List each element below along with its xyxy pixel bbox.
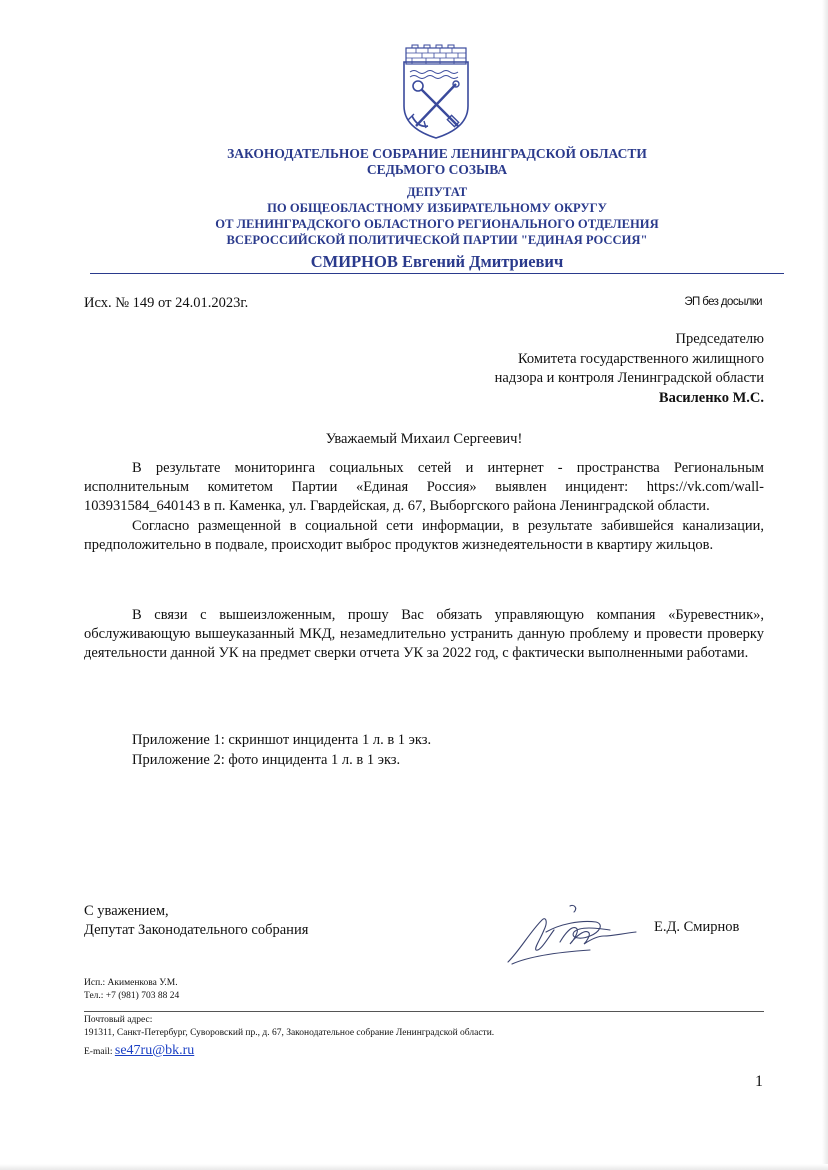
page-number: 1 — [755, 1073, 763, 1090]
email-link[interactable]: se47ru@bk.ru — [114, 1043, 195, 1058]
email-label: E-mail: — [84, 1047, 113, 1057]
letterhead-subtitle — [90, 184, 784, 248]
attachments-list — [132, 731, 431, 770]
page-edge-right — [822, 0, 828, 1170]
handwritten-signature — [500, 902, 650, 968]
executor-block — [84, 977, 179, 1002]
deputy-name: СМИРНОВ Евгений Дмитриевич — [310, 252, 564, 271]
page-edge-bottom — [0, 1164, 828, 1170]
outgoing-number: Исх. № 149 от 24.01.2023г. — [84, 295, 249, 311]
addressee-line-2: Комитета государственного жилищного — [517, 350, 764, 367]
paragraph-request: В связи с вышеизложенным, прошу Вас обязать управляющую компания «Буревестник», обслуживающую вышеуказанный МКД, незамедлительно устранить данную проблему и провести проверку деятельности данной УК на предмет сверки отчета УК за 2022 год, с фактически выполненными работами. — [84, 607, 764, 662]
letterhead-line-2: СЕДЬМОГО СОЗЫВА — [366, 162, 508, 177]
postal-address: 191311, Санкт-Петербург, Суворовский пр., д. 67, Законодательное собрание Ленинградской области. — [84, 1027, 495, 1038]
attachment-item: Приложение 2: фото инцидента 1 л. в 1 экз. — [132, 751, 401, 768]
paragraph-details: Согласно размещенной в социальной сети информации, в результате забившейся канализации, предположительно в подвале, происходит выброс продуктов жизнедеятельности в квартиру жильцов. — [84, 517, 764, 553]
leningrad-oblast-coat-of-arms-icon — [398, 44, 474, 140]
postal-block — [84, 1014, 494, 1039]
letterhead-line-3: ДЕПУТАТ — [406, 185, 468, 199]
postal-label: Почтовый адрес: — [84, 1015, 153, 1025]
paragraph-incident: В результате мониторинга социальных сетей и интернет - пространства Региональным исполнительным комитетом Партии «Единая Россия» выявлен инцидент: https://vk.com/wall-103931584_640143 в п. Каменка, ул. Гвардейская, д. 67, Выборгского района Ленинградской области. — [84, 460, 764, 515]
letterhead-line-4: ПО ОБЩЕОБЛАСТНОМУ ИЗБИРАТЕЛЬНОМУ ОКРУГУ — [267, 201, 607, 215]
attachment-item: Приложение 1: скриншот инцидента 1 л. в 1 экз. — [132, 732, 432, 748]
addressee-name: Василенко М.С. — [658, 389, 764, 406]
email-block — [84, 1043, 194, 1059]
letterhead-line-6: ВСЕРОССИЙСКОЙ ПОЛИТИЧЕСКОЙ ПАРТИИ "ЕДИНАЯ РОССИЯ" — [226, 233, 648, 247]
closing-block — [84, 902, 308, 940]
closing-regards: С уважением, — [84, 903, 169, 919]
addressee-line-1: Председателю — [675, 331, 764, 347]
greeting: Уважаемый Михаил Сергеевич! — [325, 431, 523, 447]
addressee-block — [495, 330, 764, 408]
closing-position: Депутат Законодательного собрания — [84, 922, 309, 938]
addressee-line-3: надзора и контроля Ленинградской области — [494, 370, 764, 386]
letterhead-divider — [90, 273, 784, 274]
letterhead-line-5: ОТ ЛЕНИНГРАДСКОГО ОБЛАСТНОГО РЕГИОНАЛЬНОГО ОТДЕЛЕНИЯ — [215, 217, 659, 231]
letter-body-top — [84, 459, 764, 555]
delivery-note: ЭП без досылки — [684, 296, 762, 308]
letterhead-title — [90, 146, 784, 178]
letterhead-line-1: ЗАКОНОДАТЕЛЬНОЕ СОБРАНИЕ ЛЕНИНГРАДСКОЙ ОБЛАСТИ — [227, 146, 647, 161]
footer-divider — [84, 1011, 764, 1012]
signer-name: Е.Д. Смирнов — [654, 919, 740, 935]
letter-body-request — [84, 606, 764, 664]
executor-phone: Тел.: +7 (981) 703 88 24 — [84, 990, 180, 1001]
executor-name: Исп.: Акименкова У.М. — [84, 978, 178, 988]
